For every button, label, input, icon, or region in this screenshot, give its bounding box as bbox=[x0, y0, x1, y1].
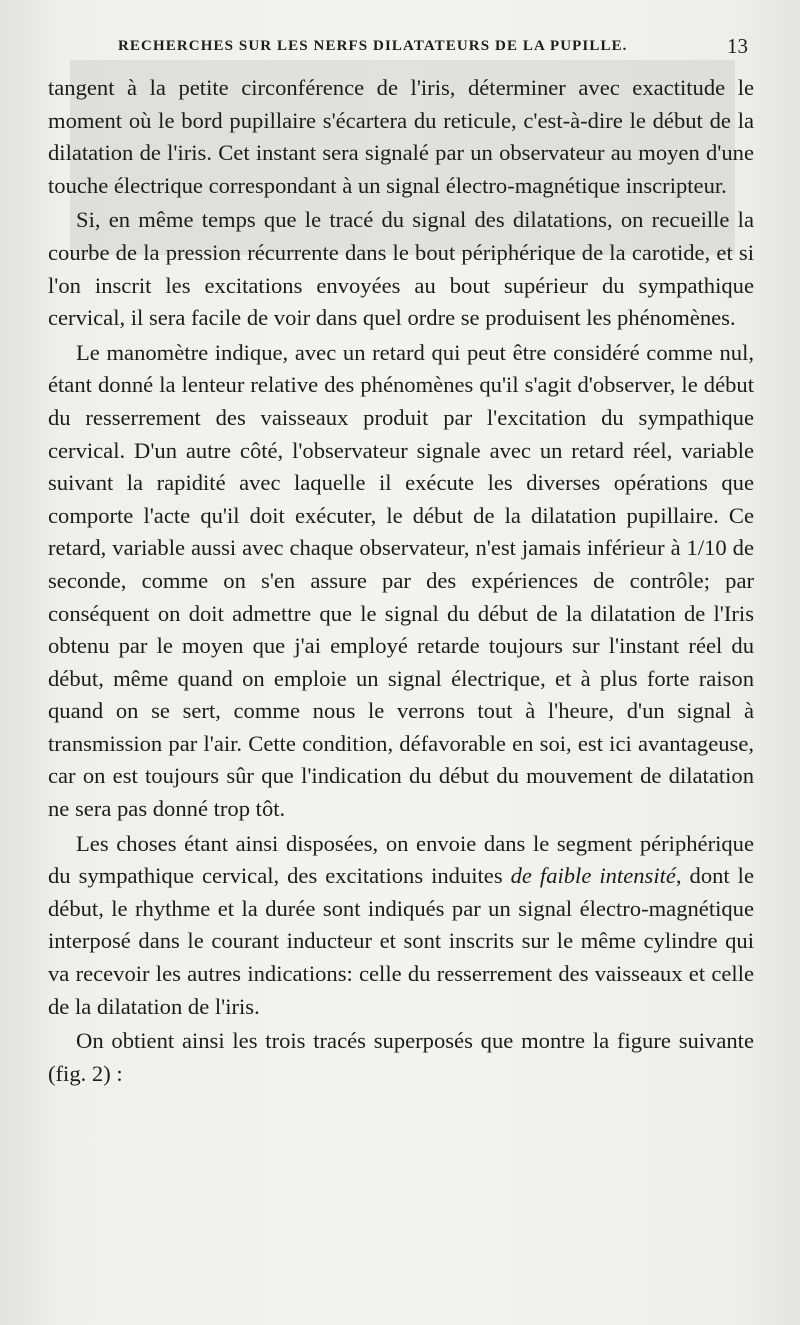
paragraph-4 bbox=[48, 828, 754, 1024]
paragraph-4-text-before: Les choses étant ainsi disposées, on envoie dans le segment périphérique du sympathique cervical, des excitations induites bbox=[48, 830, 754, 889]
paragraph-3: Le manomètre indique, avec un retard qui peut être considéré comme nul, étant donné la lenteur relative des phénomènes qu'il s'agit d'observer, le début du resserrement des vaisseaux produit par l'excitation du sympathique cervical. D'un autre côté, l'observateur signale avec un retard réel, variable suivant la rapidité avec laquelle il exécute les diverses opérations que comporte l'acte qu'il doit exécuter, le début de la dilatation pupillaire. Ce retard, variable aussi avec chaque observateur, n'est jamais inférieur à 1/10 de seconde, comme on s'en assure par des expériences de contrôle; par conséquent on doit admettre que le signal du début de la dilatation de l'Iris obtenu par le moyen que j'ai employé retarde toujours sur l'instant réel du début, même quand on emploie un signal électrique, et à plus forte raison quand on se sert, comme nous le verrons tout à l'heure, d'un signal à transmission par l'air. Cette condition, défavorable en soi, est ici avantageuse, car on est toujours sûr que l'indication du début du mouvement de dilatation ne sera pas donné trop tôt. bbox=[48, 339, 754, 822]
running-title: RECHERCHES SUR LES NERFS DILATATEURS DE LA PUPILLE. bbox=[118, 38, 628, 54]
paragraph-4-italic-phrase: de faible intensité bbox=[510, 863, 676, 889]
page-number: 13 bbox=[727, 34, 748, 58]
page-body bbox=[48, 72, 754, 1090]
paragraph-5: On obtient ainsi les trois tracés superposés que montre la figure suivante (fig. 2) : bbox=[48, 1028, 754, 1086]
paragraph-2: Si, en même temps que le tracé du signal des dilatations, on recueille la courbe de la pression récurrente dans le bout périphérique de la carotide, et si l'on inscrit les excitations envoyées au bout supérieur du sympathique cervical, il sera facile de voir dans quel ordre se produisent les phénomènes. bbox=[48, 207, 754, 331]
page-header bbox=[118, 34, 748, 58]
paragraph-1: tangent à la petite circonférence de l'iris, déterminer avec exactitude le moment où le bord pupillaire s'écartera du reticule, c'est-à-dire le début de la dilatation de l'iris. Cet instant sera signalé par un observateur au moyen d'une touche électrique correspondant à un signal électro-magnétique inscripteur. bbox=[48, 75, 754, 198]
paragraph-4-text-after: , dont le début, le rhythme et la durée sont indiqués par un signal électro-magnétique interposé dans le courant inducteur et sont inscrits sur le même cylindre qui va recevoir les autres indications: celle du resserrement des vaisseaux et celle de la dilatation de l'iris. bbox=[48, 863, 754, 1019]
